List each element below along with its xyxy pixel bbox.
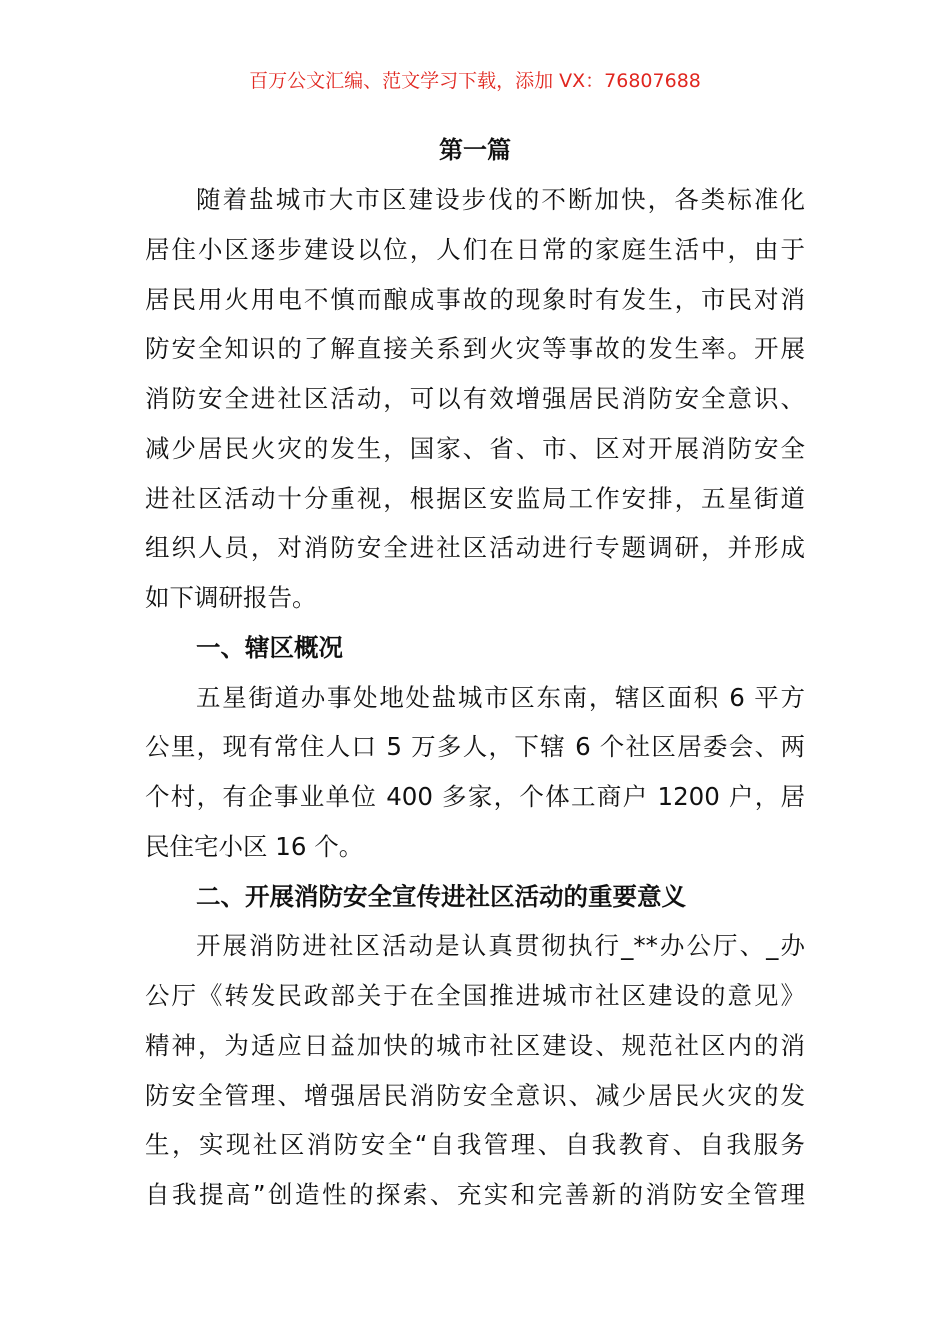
text-line: 生，实现社区消防安全“自我管理、自我教育、自我服务 bbox=[145, 1130, 805, 1160]
document-body bbox=[145, 175, 805, 1220]
text-line: 个村，有企事业单位 400 多家，个体工商户 1200 户，居 bbox=[145, 782, 805, 811]
text-line: 自我提高”创造性的探索、充实和完善新的消防安全管理 bbox=[145, 1180, 805, 1209]
text-line: 防安全管理、增强居民消防安全意识、减少居民火灾的发 bbox=[145, 1080, 805, 1110]
paragraph-overview bbox=[145, 673, 805, 872]
text-line: 精神，为适应日益加快的城市社区建设、规范社区内的消 bbox=[145, 1030, 805, 1060]
text-line: 进社区活动十分重视，根据区安监局工作安排，五星街道 bbox=[145, 483, 805, 513]
text-line: 组织人员，对消防安全进社区活动进行专题调研，并形成 bbox=[145, 533, 805, 563]
section-heading-1: 一、辖区概况 bbox=[196, 632, 343, 662]
text-line: 随着盐城市大市区建设步伐的不断加快，各类标准化 bbox=[196, 185, 805, 214]
paragraph-intro bbox=[145, 175, 805, 623]
text-line: 民住宅小区 16 个。 bbox=[145, 831, 364, 861]
watermark-banner: 百万公文汇编、范文学习下载，添加 VX：76807688 bbox=[249, 70, 701, 92]
text-line: 防安全知识的了解直接关系到火灾等事故的发生率。开展 bbox=[145, 334, 805, 364]
text-line: 居民用火用电不慎而酿成事故的现象时有发生，市民对消 bbox=[145, 284, 805, 314]
text-line: 公厅《转发民政部关于在全国推进城市社区建设的意见》 bbox=[145, 981, 805, 1010]
document-title: 第一篇 bbox=[439, 136, 511, 164]
text-line: 居住小区逐步建设以位，人们在日常的家庭生活中，由于 bbox=[145, 234, 805, 264]
text-line: 减少居民火灾的发生，国家、省、市、区对开展消防安全 bbox=[145, 433, 805, 463]
text-line: 如下调研报告。 bbox=[145, 583, 317, 612]
text-line: 消防安全进社区活动，可以有效增强居民消防安全意识、 bbox=[145, 384, 805, 413]
text-line: 开展消防进社区活动是认真贯彻执行_**办公厅、_办 bbox=[196, 931, 805, 961]
text-line: 五星街道办事处地处盐城市区东南，辖区面积 6 平方 bbox=[196, 682, 805, 712]
paragraph-significance bbox=[145, 921, 805, 1220]
text-line: 公里，现有常住人口 5 万多人，下辖 6 个社区居委会、两 bbox=[145, 732, 805, 762]
section-heading-2: 二、开展消防安全宣传进社区活动的重要意义 bbox=[196, 881, 686, 911]
